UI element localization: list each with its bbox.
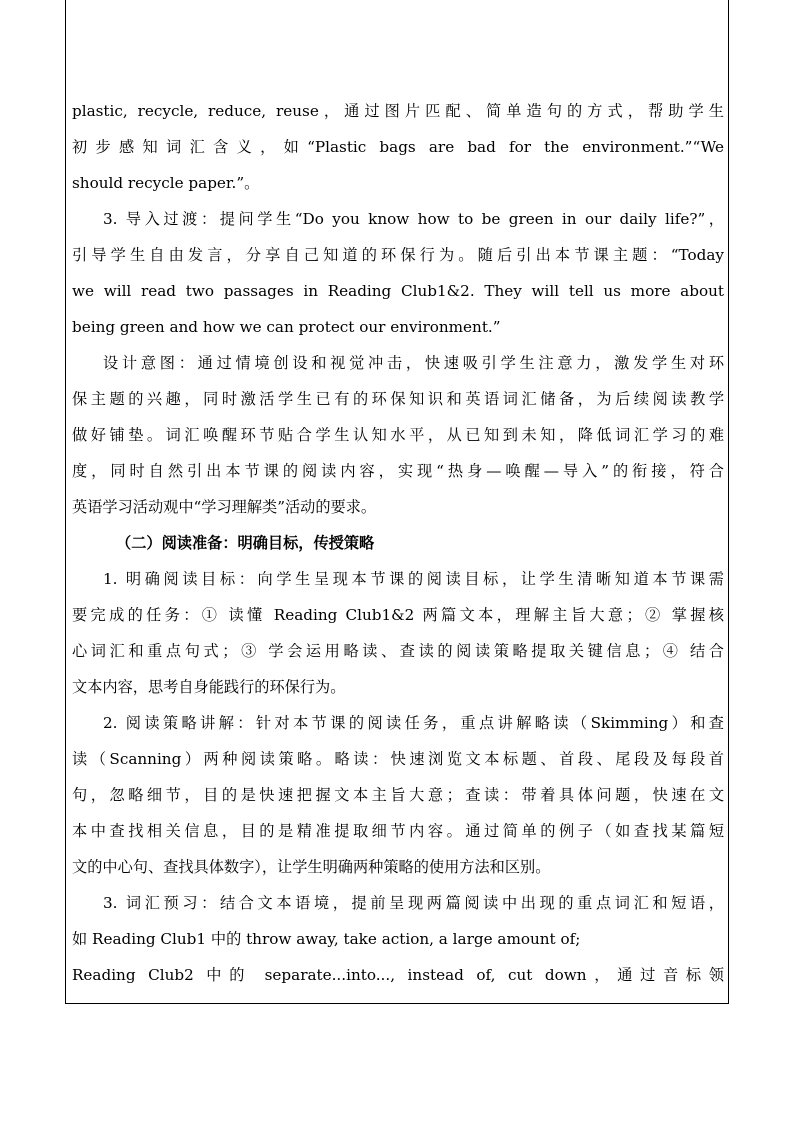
- text-line: 要完成的任务：① 读懂 Reading Club1&2 两篇文本，理解主旨大意；② 掌握核: [72, 606, 724, 624]
- text-line: 句，忽略细节，目的是快速把握文本主旨大意；查读：带着具体问题，快速在文: [72, 786, 724, 804]
- text-line: 如 Reading Club1 中的 throw away, take action, a large amount of;: [72, 930, 581, 948]
- text-line: 读（Scanning）两种阅读策略。略读：快速浏览文本标题、首段、尾段及每段首: [72, 750, 724, 768]
- text-line: 1. 明确阅读目标：向学生呈现本节课的阅读目标，让学生清晰知道本节课需: [103, 570, 724, 588]
- text-line: 文的中心句、查找具体数字），让学生明确两种策略的使用方法和区别。: [72, 858, 551, 876]
- text-line: 保主题的兴趣，同时激活学生已有的环保知识和英语词汇储备，为后续阅读教学: [72, 390, 724, 408]
- section-heading: （二）阅读准备：明确目标，传授策略: [116, 534, 375, 552]
- text-line: 文本内容，思考自身能践行的环保行为。: [72, 678, 346, 696]
- text-line: we will read two passages in Reading Club1&2. They will tell us more about: [72, 282, 724, 300]
- text-line: 做好铺垫。词汇唤醒环节贴合学生认知水平，从已知到未知，降低词汇学习的难: [72, 426, 724, 444]
- document-body: [72, 93, 724, 993]
- text-line: 初步感知词汇含义，如“Plastic bags are bad for the environment.”“We: [72, 138, 724, 156]
- text-line: 设计意图：通过情境创设和视觉冲击，快速吸引学生注意力，激发学生对环: [103, 354, 724, 372]
- text-line: 英语学习活动观中“学习理解类”活动的要求。: [72, 498, 377, 516]
- text-line: 度，同时自然引出本节课的阅读内容，实现“热身—唤醒—导入”的衔接，符合: [72, 462, 724, 480]
- text-line: 2. 阅读策略讲解：针对本节课的阅读任务，重点讲解略读（Skimming）和查: [103, 714, 724, 732]
- text-line: should recycle paper.”。: [72, 174, 260, 192]
- text-line: Reading Club2 中的 separate...into..., instead of, cut down，通过音标领: [72, 966, 724, 984]
- text-line: 3. 词汇预习：结合文本语境，提前呈现两篇阅读中出现的重点词汇和短语，: [103, 894, 724, 912]
- text-line: plastic, recycle, reduce, reuse，通过图片匹配、简单造句的方式，帮助学生: [72, 102, 724, 120]
- text-line: 引导学生自由发言，分享自己知道的环保行为。随后引出本节课主题：“Today: [72, 246, 724, 264]
- text-line: 心词汇和重点句式；③ 学会运用略读、查读的阅读策略提取关键信息；④ 结合: [72, 642, 724, 660]
- text-line: 3. 导入过渡：提问学生“Do you know how to be green in our daily life?”，: [103, 210, 724, 228]
- text-line: being green and how we can protect our environment.”: [72, 318, 501, 336]
- text-line: 本中查找相关信息，目的是精准提取细节内容。通过简单的例子（如查找某篇短: [72, 822, 724, 840]
